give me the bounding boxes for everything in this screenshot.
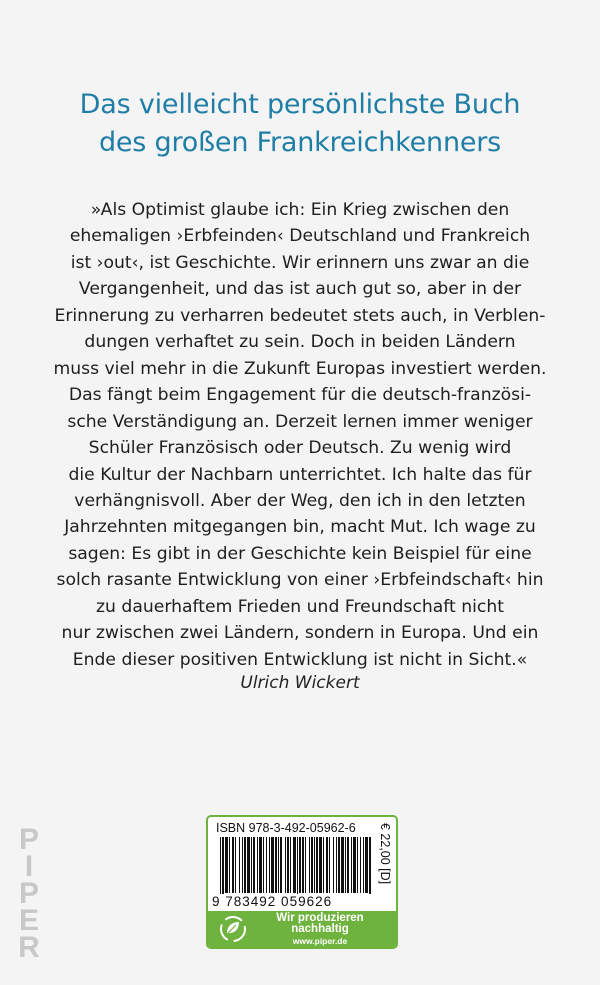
- quote-line: Erinnerung zu verharren bedeutet stets auch, in Verblen-: [54, 305, 546, 326]
- sustainability-banner: [208, 911, 396, 947]
- quote-author: Ulrich Wickert: [240, 673, 360, 693]
- publisher-letter: P: [18, 877, 39, 910]
- headline: [0, 86, 600, 162]
- quote-line: die Kultur der Nachbarn unterrichtet. Ich halte das für: [68, 464, 532, 485]
- quote-line: Schüler Französisch oder Deutsch. Zu wenig wird: [88, 438, 512, 459]
- quote-line: sagen: Es gibt in der Geschichte kein Beispiel für eine: [68, 543, 532, 564]
- quote-line: »Als Optimist glaube ich: Ein Krieg zwischen den: [90, 200, 510, 220]
- headline-line-2: des großen Frankreichkenners: [98, 127, 502, 158]
- publisher-letter: R: [18, 931, 40, 964]
- barcode-digits: 9 783492 059626: [212, 894, 378, 909]
- sustainability-text: [208, 913, 396, 935]
- quote-text: [0, 197, 600, 673]
- quote-line: Das fängt beim Engagement für die deutsch-französi-: [68, 385, 532, 406]
- publisher-letter: E: [18, 904, 39, 937]
- quote-line: ehemaligen ›Erbfeinden‹ Deutschland und Frankreich: [69, 226, 531, 247]
- publisher-url: www.piper.de: [292, 936, 348, 946]
- quote-line: Vergangenheit, und das ist auch gut so, aber in der: [78, 279, 522, 300]
- quote-line: dungen verhaftet zu sein. Doch in beiden Ländern: [84, 332, 516, 353]
- headline-line-1: Das vielleicht persönlichste Buch: [79, 89, 521, 120]
- quote-line: solch rasante Entwicklung von einer ›Erbfeindschaft‹ hin: [56, 570, 544, 591]
- quote-line: Jahrzehnten mitgegangen bin, macht Mut. Ich wage zu: [64, 517, 536, 538]
- price-text: € 22,00 [D]: [378, 823, 392, 885]
- barcode-label: [206, 815, 398, 949]
- publisher-letter: I: [24, 850, 34, 883]
- isbn-text: ISBN 978-3-492-05962-6: [216, 821, 356, 835]
- quote-line: nur zwischen zwei Ländern, sondern in Europa. Und ein: [61, 623, 539, 644]
- publisher-logo: [14, 823, 44, 964]
- sustainability-line-2: nachhaltig: [291, 923, 349, 935]
- sustainability-line-1: Wir produzieren: [276, 912, 364, 924]
- quote-line: muss viel mehr in die Zukunft Europas investiert werden.: [53, 358, 547, 379]
- quote-line: sche Verständigung an. Derzeit lernen immer weniger: [67, 411, 533, 432]
- quote-line: verhängnisvoll. Aber der Weg, den ich in den letzten: [74, 490, 526, 511]
- quote-line: Ende dieser positiven Entwicklung ist nicht in Sicht.«: [72, 649, 528, 670]
- publisher-letter: P: [18, 823, 39, 856]
- quote-line: ist ›out‹, ist Geschichte. Wir erinnern uns zwar an die: [70, 252, 530, 273]
- barcode: [216, 837, 374, 901]
- quote-line: zu dauerhaftem Frieden und Freundschaft nicht: [96, 596, 504, 617]
